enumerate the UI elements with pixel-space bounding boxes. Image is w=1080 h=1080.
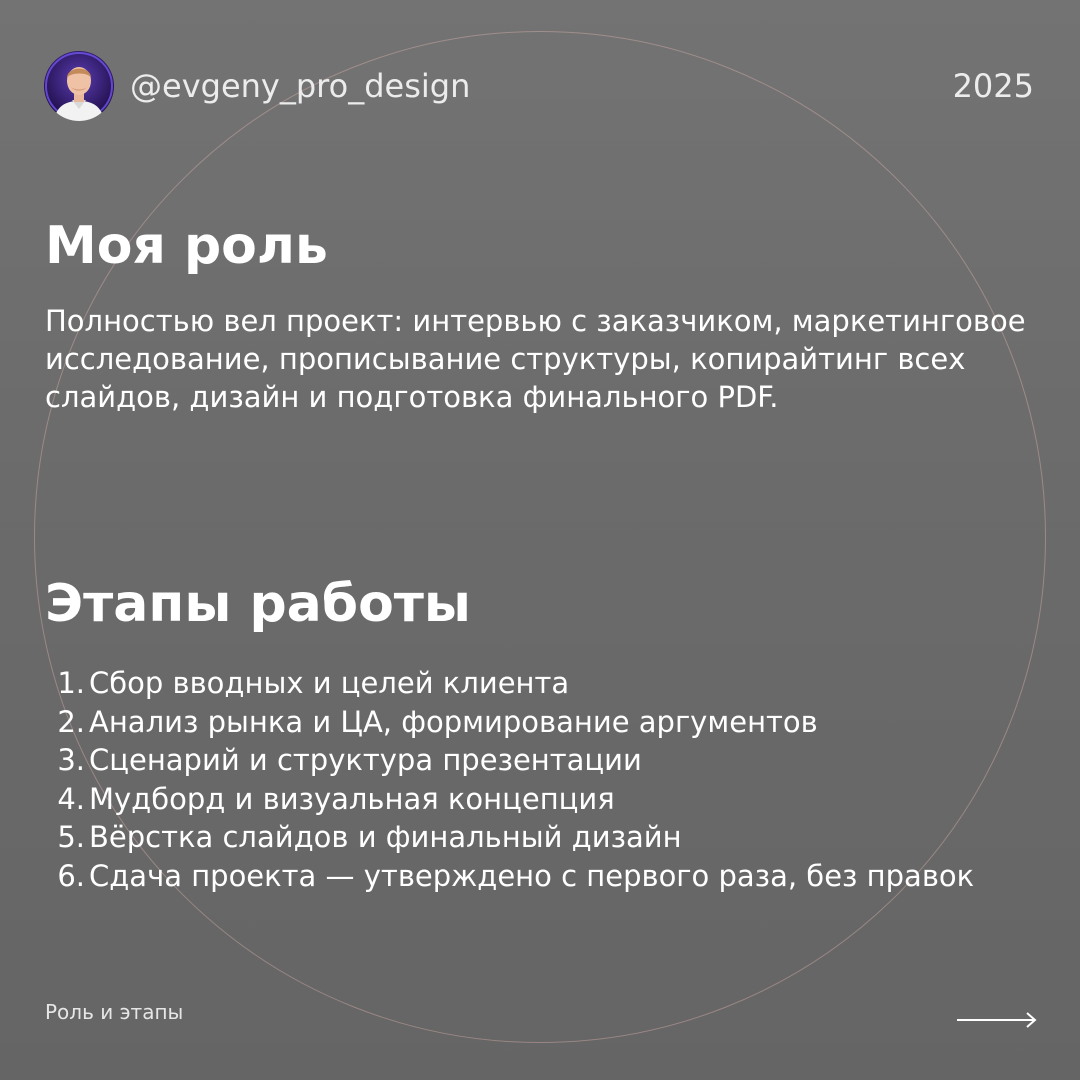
stage-number: 5. [57, 820, 85, 854]
stage-text: Сценарий и структура презентации [89, 743, 642, 777]
year-label: 2025 [952, 67, 1034, 105]
stage-number: 2. [57, 704, 85, 739]
role-description: Полностью вел проект: интервью с заказчиком, маркетинговое исследование, прописывание структуры, копирайтинг всех слайдов, дизайн и подготовка финального PDF. [45, 304, 1026, 414]
stage-number: 6. [57, 858, 85, 893]
stage-number: 3. [57, 743, 85, 777]
list-item [45, 703, 1055, 742]
stage-text: Сбор вводных и целей клиента [89, 666, 570, 700]
avatar-portrait-icon [44, 51, 114, 121]
author-handle: @evgeny_pro_design [130, 67, 471, 105]
list-item [45, 818, 1055, 857]
stage-text: Мудборд и визуальная концепция [89, 781, 615, 816]
arrow-right-icon [956, 1010, 1038, 1030]
stage-text: Сдача проекта — утверждено с первого раза, без правок [89, 858, 975, 893]
stage-number: 1. [57, 666, 85, 700]
avatar [44, 51, 114, 121]
stage-text: Анализ рынка и ЦА, формирование аргументов [89, 704, 818, 739]
stages-list [45, 664, 1055, 895]
section-label: Роль и этапы [45, 1000, 184, 1024]
role-title: Моя роль [45, 216, 328, 276]
stage-text: Вёрстка слайдов и финальный дизайн [89, 820, 682, 854]
list-item [45, 780, 1055, 819]
stages-title: Этапы работы [45, 574, 471, 634]
list-item [45, 664, 1055, 703]
next-arrow-button[interactable] [956, 1010, 1038, 1030]
stage-number: 4. [57, 781, 85, 816]
list-item [45, 741, 1055, 780]
list-item [45, 857, 1055, 896]
